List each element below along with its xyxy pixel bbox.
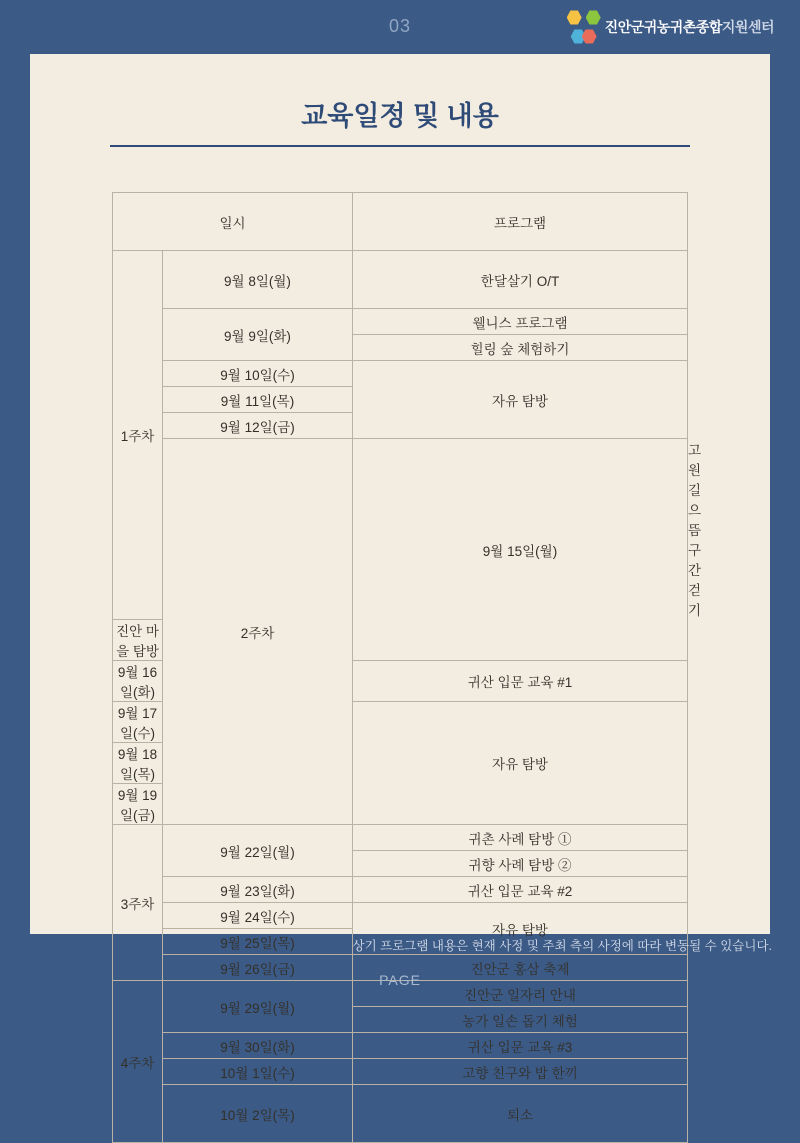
date-cell: 10월 2일(목) [163, 1085, 353, 1143]
program-cell: 퇴소 [353, 1085, 688, 1143]
program-cell: 자유 탐방 [353, 903, 688, 955]
program-cell: 진안군 일자리 안내 [353, 981, 688, 1007]
brand-name-alt: 지원센터 [721, 19, 774, 35]
date-cell: 9월 11일(목) [163, 387, 353, 413]
column-header-program: 프로그램 [353, 193, 688, 251]
date-cell: 9월 15일(월) [353, 439, 688, 661]
program-cell: 자유 탐방 [353, 702, 688, 825]
date-cell: 9월 19일(금) [113, 784, 163, 825]
date-cell: 10월 1일(수) [163, 1059, 353, 1085]
program-cell: 귀산 입문 교육 #1 [353, 661, 688, 702]
week-label-4: 4주차 [113, 981, 163, 1143]
table-row [113, 1085, 688, 1143]
date-cell: 9월 8일(월) [163, 251, 353, 309]
footer-page-label: PAGE [379, 972, 421, 988]
week-label-1: 1주차 [113, 251, 163, 620]
program-cell: 귀산 입문 교육 #3 [353, 1033, 688, 1059]
brand-logo-text [605, 17, 774, 37]
date-cell: 9월 30일(화) [163, 1033, 353, 1059]
date-cell: 9월 23일(화) [163, 877, 353, 903]
program-cell: 진안 마을 탐방 [113, 620, 163, 661]
top-bar [0, 0, 800, 54]
table-header [113, 193, 688, 251]
program-cell: 한달살기 O/T [353, 251, 688, 309]
title-block [30, 94, 770, 147]
footer-note: 상기 프로그램 내용은 현재 사정 및 주최 측의 사정에 따라 변동될 수 있습니다. [352, 939, 772, 953]
program-cell: 고향 친구와 밥 한끼 [353, 1059, 688, 1085]
brand-logo [567, 10, 774, 44]
table-row [113, 877, 688, 903]
date-cell: 9월 17일(수) [113, 702, 163, 743]
date-cell: 9월 16일(화) [113, 661, 163, 702]
date-cell: 9월 12일(금) [163, 413, 353, 439]
table-row [113, 361, 688, 387]
date-cell: 9월 22일(월) [163, 825, 353, 877]
table-row [113, 825, 688, 851]
program-cell: 귀촌 사례 탐방 ① [353, 825, 688, 851]
date-cell: 9월 25일(목) [163, 929, 353, 955]
program-cell: 힐링 숲 체험하기 [353, 335, 688, 361]
table-row [113, 251, 688, 309]
program-cell: 웰니스 프로그램 [353, 309, 688, 335]
date-cell: 9월 9일(화) [163, 309, 353, 361]
program-cell: 농가 일손 돕기 체험 [353, 1007, 688, 1033]
table-row: 2주차 9월 15일(월) 고원길 으뜸 구간 걷기 [113, 439, 688, 620]
date-cell: 9월 26일(금) [163, 955, 353, 981]
page-title: 교육일정 및 내용 [301, 101, 499, 131]
table-row [113, 309, 688, 335]
date-cell: 9월 10일(수) [163, 361, 353, 387]
program-cell: 귀산 입문 교육 #2 [353, 877, 688, 903]
table-header-row [113, 193, 688, 251]
table-body [113, 251, 702, 1143]
week-label-2: 2주차 [163, 439, 353, 825]
page-number: 03 [388, 16, 412, 36]
title-divider [110, 145, 690, 147]
brand-name-main: 진안군귀농귀촌종합 [604, 19, 722, 35]
date-cell: 9월 24일(수) [163, 903, 353, 929]
date-cell: 9월 18일(목) [113, 743, 163, 784]
schedule-table [112, 192, 702, 1143]
program-cell: 진안군 홍삼 축제 [353, 955, 688, 981]
column-header-date: 일시 [113, 193, 353, 251]
week-label-3: 3주차 [113, 825, 163, 981]
date-cell: 9월 29일(월) [163, 981, 353, 1033]
program-cell: 자유 탐방 [353, 361, 688, 439]
table-row [113, 903, 688, 929]
table-row [113, 1059, 688, 1085]
program-cell: 귀향 사례 탐방 ② [353, 851, 688, 877]
hexagon-cluster-logo-icon [567, 10, 601, 44]
table-row [113, 1033, 688, 1059]
